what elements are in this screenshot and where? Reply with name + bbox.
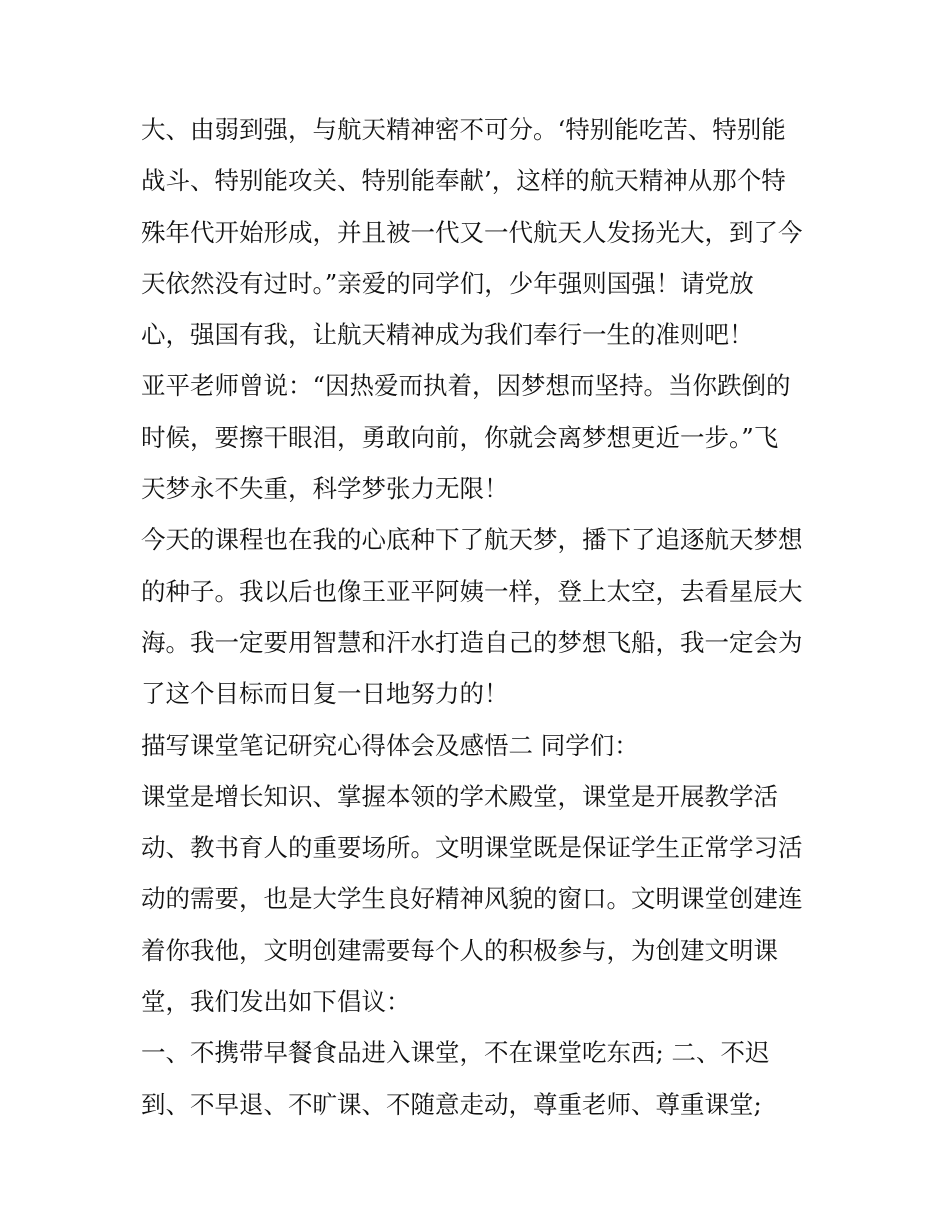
text-line: 的种子。我以后也像王亚平阿姨一样，登上太空，去看星辰大 (141, 576, 803, 606)
text-line: 了这个目标而日复一日地努力的！ (141, 679, 509, 709)
text-line: 到、不早退、不旷课、不随意走动，尊重老师、尊重课堂; (141, 1089, 762, 1119)
text-line: 着你我他，文明创建需要每个人的积极参与，为创建文明课 (141, 935, 778, 965)
text-line: 天梦永不失重，科学梦张力无限！ (141, 474, 509, 504)
text-line: 战斗、特别能攻关、特别能奉献’，这样的航天精神从那个特 (141, 166, 786, 196)
text-line: 今天的课程也在我的心底种下了航天梦，播下了追逐航天梦想 (141, 525, 803, 555)
text-line: 一、不携带早餐食品进入课堂，不在课堂吃东西; 二、不迟 (141, 1038, 770, 1068)
text-line: 时候，要擦干眼泪，勇敢向前，你就会离梦想更近一步。”飞 (141, 422, 779, 452)
section-heading: 描写课堂笔记研究心得体会及感悟二 同学们： (141, 730, 639, 760)
text-line: 动的需要，也是大学生良好精神风貌的窗口。文明课堂创建连 (141, 884, 803, 914)
text-line: 大、由弱到强，与航天精神密不可分。‘特别能吃苦、特别能 (141, 115, 786, 144)
document-body (141, 104, 841, 1130)
text-line: 课堂是增长知识、掌握本领的学术殿堂，课堂是开展教学活 (141, 781, 778, 811)
text-line: 海。我一定要用智慧和汗水打造自己的梦想飞船，我一定会为 (141, 627, 803, 657)
text-line: 亚平老师曾说：“因热爱而执着，因梦想而坚持。当你跌倒的 (141, 371, 791, 401)
text-line: 堂，我们发出如下倡议： (141, 987, 411, 1017)
text-line: 动、教书育人的重要场所。文明课堂既是保证学生正常学习活 (141, 833, 803, 863)
text-line: 天依然没有过时。”亲爱的同学们，少年强则国强！请党放 (141, 268, 754, 298)
text-line: 殊年代开始形成，并且被一代又一代航天人发扬光大，到了今 (141, 217, 803, 247)
text-line: 心，强国有我，让航天精神成为我们奉行一生的准则吧！ (141, 320, 754, 350)
